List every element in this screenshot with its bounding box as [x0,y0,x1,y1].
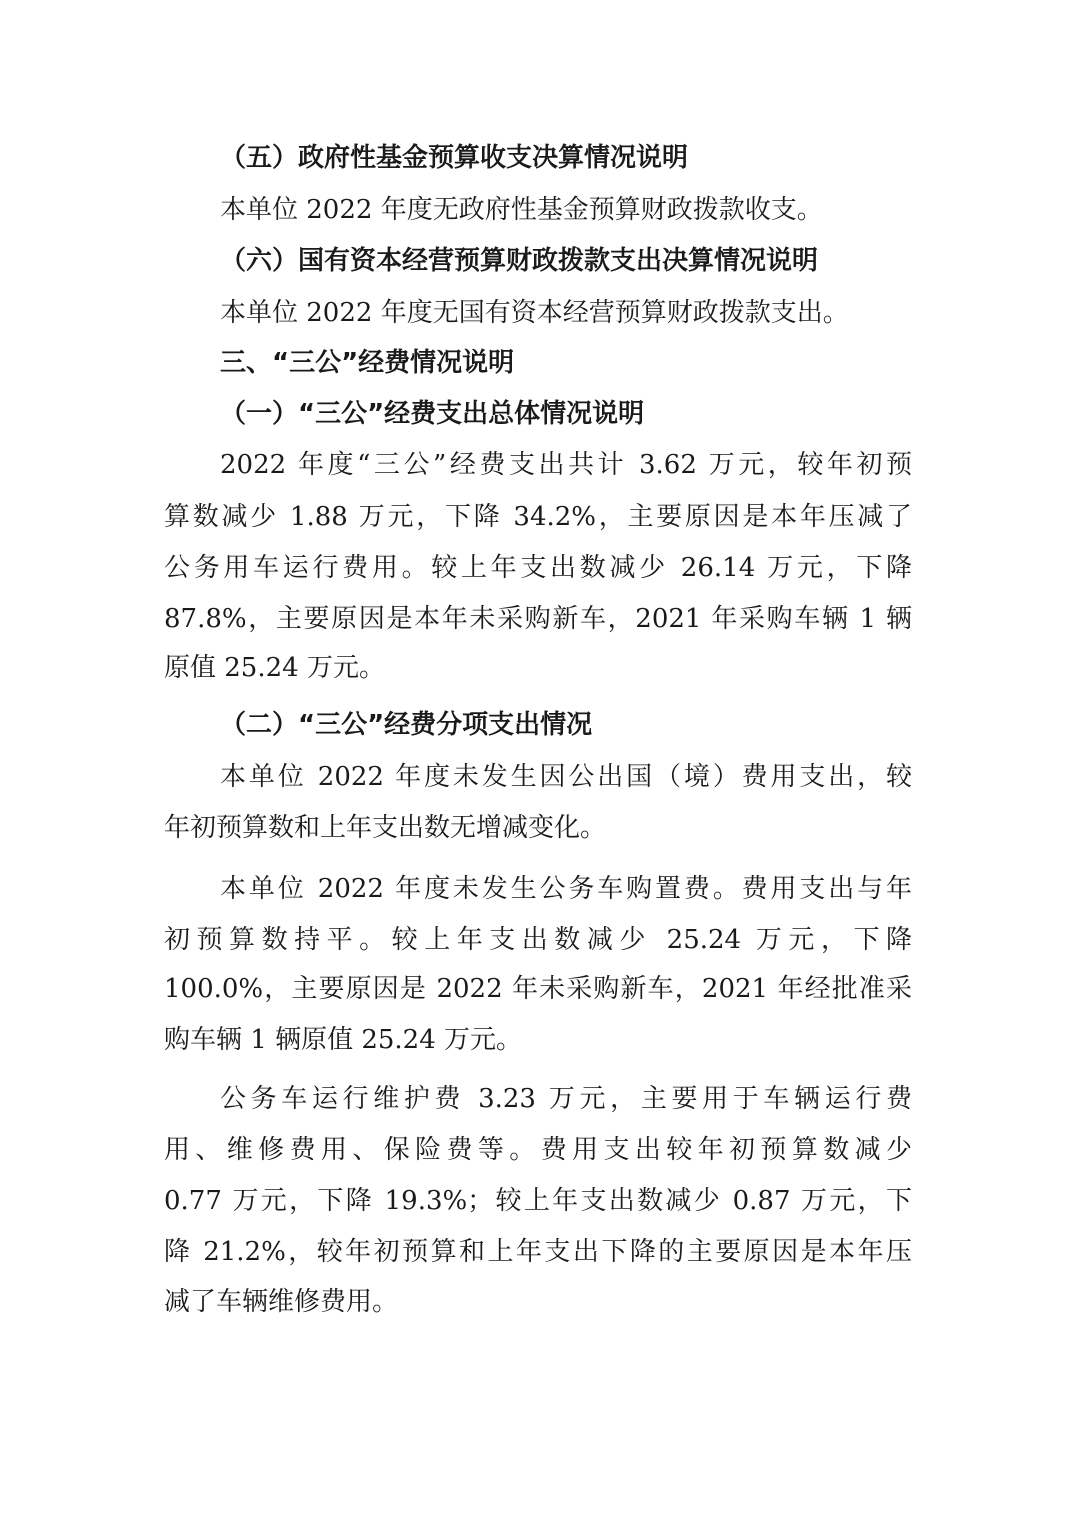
section-6-heading: （六）国有资本经营预算财政拨款支出决算情况说明 [220,246,819,276]
part-3-2c-line-3: 0.77 万元，下降 19.3%；较上年支出数减少 0.87 万元，下 [164,1186,912,1216]
part-3-2a-line-1: 本单位 2022 年度未发生因公出国（境）费用支出，较 [220,762,912,792]
part-3-2c-line-1: 公务车运行维护费 3.23 万元，主要用于车辆运行费 [220,1084,912,1114]
part-3-1-line-1: 2022 年度“三公”经费支出共计 3.62 万元，较年初预 [220,450,912,480]
part-3-2b-line-3: 100.0%，主要原因是 2022 年未采购新车，2021 年经批准采 [164,974,912,1004]
part-3-2b-line-2: 初预算数持平。较上年支出数减少 25.24 万元，下降 [164,925,912,955]
section-6-body: 本单位 2022 年度无国有资本经营预算财政拨款支出。 [220,298,849,328]
section-5-body: 本单位 2022 年度无政府性基金预算财政拨款收支。 [220,195,823,225]
part-3-1-line-5: 原值 25.24 万元。 [164,653,385,683]
part-3-2a-line-2: 年初预算数和上年支出数无增减变化。 [164,813,607,843]
part-3-2-heading: （二）“三公”经费分项支出情况 [220,710,593,740]
part-3-1-heading: （一）“三公”经费支出总体情况说明 [220,399,645,429]
part-3-heading: 三、“三公”经费情况说明 [220,348,515,378]
part-3-1-line-2: 算数减少 1.88 万元，下降 34.2%，主要原因是本年压减了 [164,502,912,532]
part-3-1-line-3: 公务用车运行费用。较上年支出数减少 26.14 万元，下降 [164,553,912,583]
section-5-heading: （五）政府性基金预算收支决算情况说明 [220,143,689,173]
part-3-2b-line-1: 本单位 2022 年度未发生公务车购置费。费用支出与年 [220,874,912,904]
part-3-2c-line-2: 用、维修费用、保险费等。费用支出较年初预算数减少 [164,1135,912,1165]
part-3-2b-line-4: 购车辆 1 辆原值 25.24 万元。 [164,1025,523,1055]
part-3-2c-line-4: 降 21.2%，较年初预算和上年支出下降的主要原因是本年压 [164,1237,912,1267]
part-3-1-line-4: 87.8%，主要原因是本年未采购新车，2021 年采购车辆 1 辆 [164,604,912,634]
part-3-2c-line-5: 减了车辆维修费用。 [164,1287,399,1317]
